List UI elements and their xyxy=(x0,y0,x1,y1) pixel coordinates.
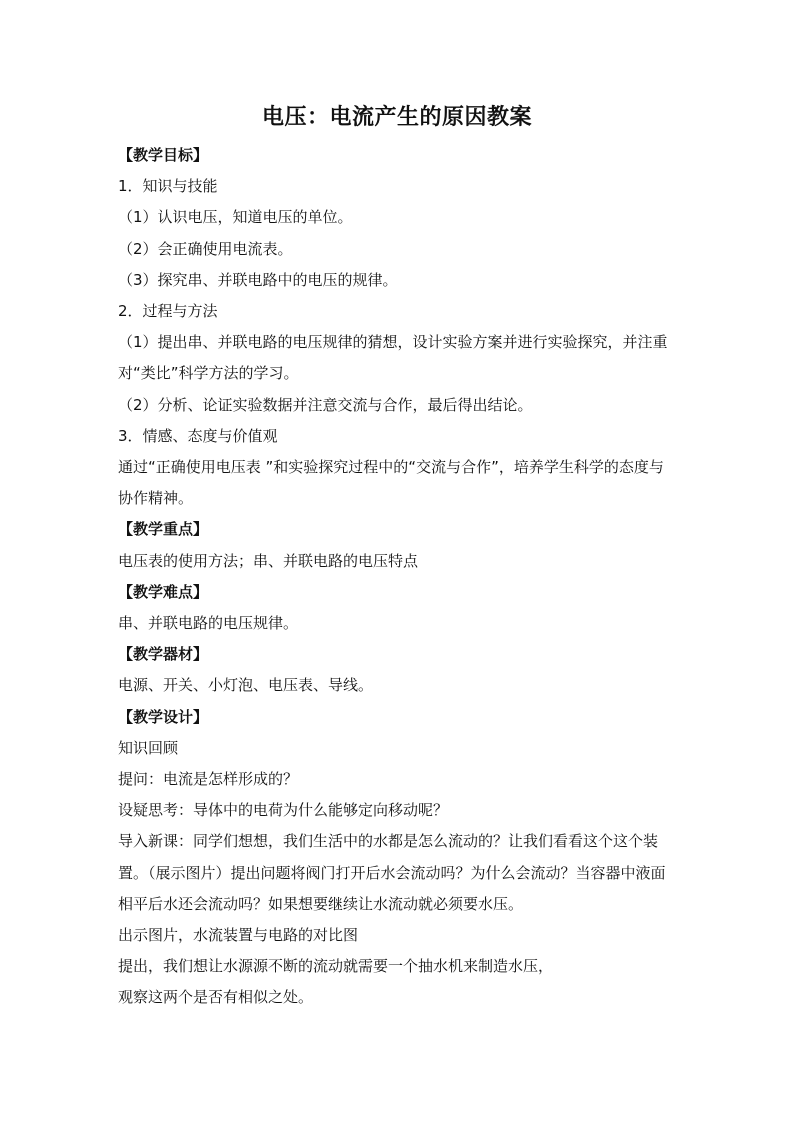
document-body xyxy=(118,140,678,1014)
section-heading: 【教学目标】 xyxy=(118,146,209,164)
paragraph: 导入新课：同学们想想，我们生活中的水都是怎么流动的？让我们看看这个这个装置。（展示图片）提出问题将阀门打开后水会流动吗？为什么会流动？当容器中液面相平后水还会流动吗？如果想要继续让水流动就必须要水压。 xyxy=(118,832,666,913)
document-title: 电压：电流产生的原因教案 xyxy=(261,105,532,130)
paragraph: （1）提出串、并联电路的电压规律的猜想，设计实验方案并进行实验探究，并注重对“类比”科学方法的学习。 xyxy=(118,333,668,383)
section-heading: 【教学器材】 xyxy=(118,645,209,664)
paragraph: （3）探究串、并联电路中的电压的规律。 xyxy=(118,270,398,289)
paragraph: 提问：电流是怎样形成的？ xyxy=(118,770,299,789)
paragraph: 串、并联电路的电压规律。 xyxy=(118,614,299,633)
section-heading: 【教学难点】 xyxy=(118,582,209,601)
paragraph: 1．知识与技能 xyxy=(118,177,218,196)
paragraph: 电源、开关、小灯泡、电压表、导线。 xyxy=(118,676,374,695)
paragraph: 设疑思考：导体中的电荷为什么能够定向移动呢？ xyxy=(118,801,449,820)
paragraph: （1）认识电压，知道电压的单位。 xyxy=(118,208,353,227)
paragraph: （2）会正确使用电流表。 xyxy=(118,239,293,258)
paragraph: 提出，我们想让水源源不断的流动就需要一个抽水机来制造水压， xyxy=(118,957,554,976)
paragraph: 观察这两个是否有相似之处。 xyxy=(118,988,314,1007)
paragraph: （2）分析、论证实验数据并注意交流与合作，最后得出结论。 xyxy=(118,395,533,414)
paragraph: 电压表的使用方法；串、并联电路的电压特点 xyxy=(118,551,419,570)
paragraph: 3．情感、态度与价值观 xyxy=(118,426,278,445)
paragraph: 知识回顾 xyxy=(118,738,179,757)
paragraph: 通过“正确使用电压表 ”和实验探究过程中的“交流与合作”，培养学生科学的态度与协作精神。 xyxy=(118,458,664,508)
section-heading: 【教学设计】 xyxy=(118,707,209,726)
paragraph: 2．过程与方法 xyxy=(118,302,218,321)
section-heading: 【教学重点】 xyxy=(118,520,209,539)
paragraph: 出示图片，水流装置与电路的对比图 xyxy=(118,926,359,945)
